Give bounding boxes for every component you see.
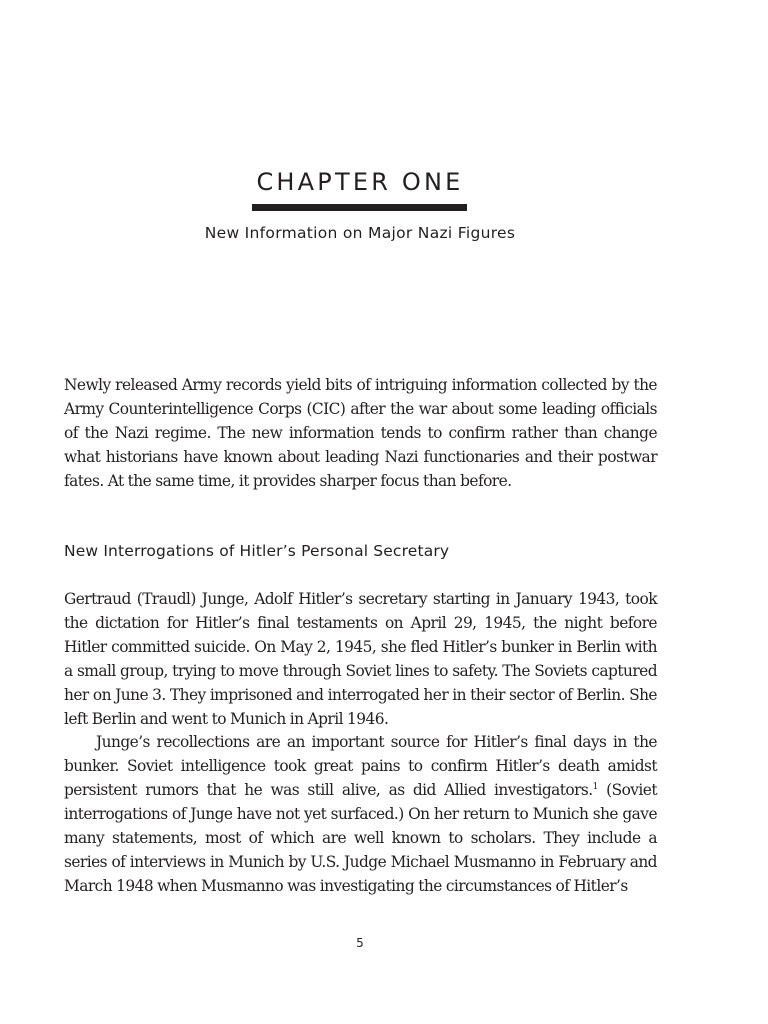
title-underline-rule (252, 204, 467, 211)
footnote-marker[interactable]: 1 (592, 782, 598, 793)
section-paragraph-1: Gertraud (Traudl) Junge, Adolf Hitler’s secretary starting in January 1943, took the dictation for Hitler’s final testaments on April 29, 1945, the night before Hitler committed suicide. On May 2, 1945, she fled Hitler’s bunker in Berlin with a small group, trying to move through Soviet lines to safety. The Soviets captured her on June 3. They imprisoned and interrogated her in their sector of Berlin. She left Berlin and went to Munich in April 1946. (64, 590, 657, 728)
section-paragraph-2-part-2: (Soviet interrogations of Junge have not yet surfaced.) On her return to Munich she gave many statements, most of which are well known to scholars. They include a series of interviews in Munich by U.S. Judge Michael Musmanno in February and March 1948 when Musmanno was investigating the circumstances of Hitler’s (64, 781, 657, 895)
section-paragraph-2-part-1: Junge’s recollections are an important source for Hitler’s final days in the bunker. Soviet intelligence took great pains to confirm Hitler’s death amidst persistent rumors that he was still alive, as did Allied investigators. (64, 733, 657, 800)
chapter-title: CHAPTER ONE (256, 168, 464, 196)
chapter-subtitle: New Information on Major Nazi Figures (204, 224, 516, 242)
section-heading: New Interrogations of Hitler’s Personal Secretary (64, 542, 450, 560)
section-paragraph-2 (64, 731, 657, 898)
intro-paragraph: Newly released Army records yield bits of intriguing information collected by the Army Counterintelligence Corps (CIC) after the war about some leading officials of the Nazi regime. The new information tends to confirm rather than change what historians have known about leading Nazi functionaries and their postwar fates. At the same time, it provides sharper focus than before. (64, 376, 657, 490)
section-body (64, 588, 657, 899)
intro-section (64, 374, 657, 494)
page-number: 5 (356, 936, 364, 950)
